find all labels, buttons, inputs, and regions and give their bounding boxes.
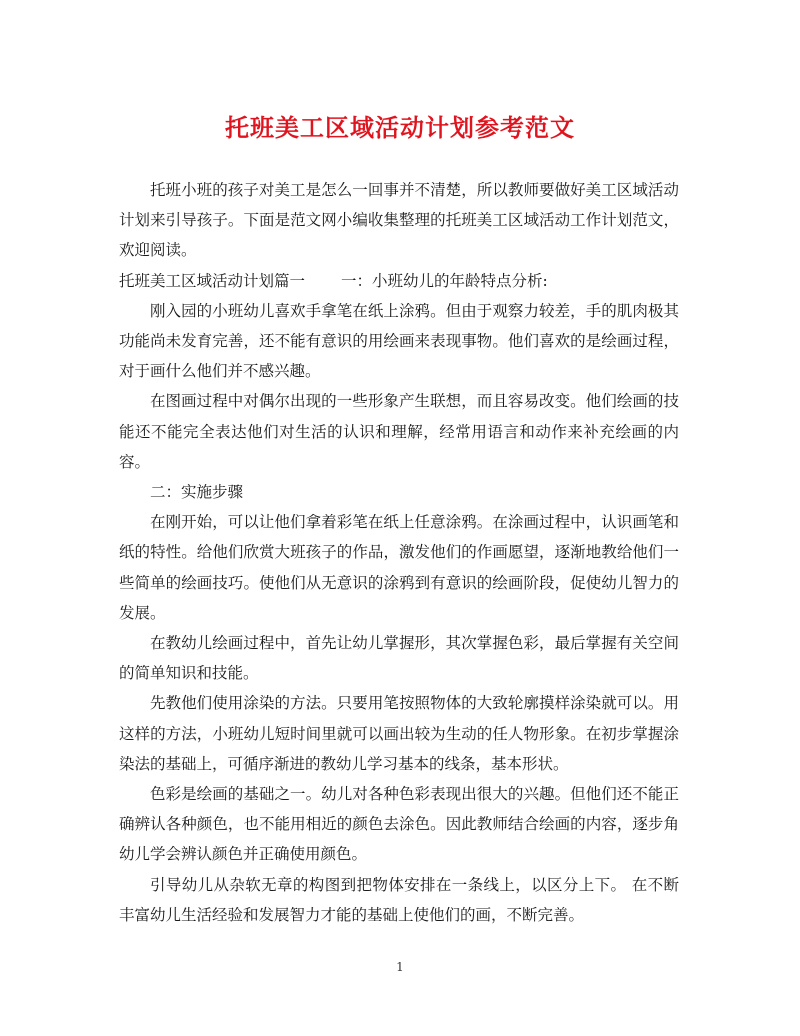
intro-paragraph: 托班小班的孩子对美工是怎么一回事并不清楚，所以教师要做好美工区域活动计划来引导孩子。下面是范文网小编收集整理的托班美工区域活动工作计划范文，欢迎阅读。 — [119, 181, 679, 260]
plan-heading: 托班美工区域活动计划篇一 — [119, 271, 306, 290]
page-number: 1 — [396, 960, 404, 974]
paragraph-2: 在图画过程中对偶尔出现的一些形象产生联想，而且容易改变。他们绘画的技能还不能完全表达他们对生活的认识和理解，经常用语言和动作来补充绘画的内容。 — [119, 392, 679, 471]
paragraph-4: 在教幼儿绘画过程中，首先让幼儿掌握形，其次掌握色彩，最后掌握有关空间的简单知识和技能。 — [119, 634, 679, 683]
page-title: 托班美工区域活动计划参考范文 — [225, 113, 575, 142]
plan-heading-line — [119, 266, 679, 296]
document-body — [119, 175, 679, 930]
paragraph-1: 刚入园的小班幼儿喜欢手拿笔在纸上涂鸦。但由于观察力较差，手的肌肉极其功能尚未发育完善，还不能有意识的用绘画来表现事物。他们喜欢的是绘画过程，对于画什么他们并不感兴趣。 — [119, 301, 679, 381]
section-2-heading: 二：实施步骤 — [150, 483, 244, 502]
paragraph-5: 先教他们使用涂染的方法。只要用笔按照物体的大致轮廓摸样涂染就可以。用这样的方法，小班幼儿短时间里就可以画出较为生动的任人物形象。在初步掌握涂染法的基础上，可循序渐进的教幼儿学习基本的线条，基本形状。 — [119, 694, 679, 773]
paragraph-7: 引导幼儿从杂软无章的构图到把物体安排在一条线上，以区分上下。 在不断丰富幼儿生活经验和发展智力才能的基础上使他们的画，不断完善。 — [119, 875, 679, 924]
paragraph-6: 色彩是绘画的基础之一。幼儿对各种色彩表现出很大的兴趣。但他们还不能正确辨认各种颜色，也不能用相近的颜色去涂色。因此教师结合绘画的内容，逐步角幼儿学会辨认颜色并正确使用颜色。 — [119, 785, 679, 864]
section-1-heading: 一：小班幼儿的年龄特点分析: — [341, 271, 548, 290]
paragraph-3: 在刚开始，可以让他们拿着彩笔在纸上任意涂鸦。在涂画过程中，认识画笔和纸的特性。给他们欣赏大班孩子的作品，激发他们的作画愿望，逐渐地教给他们一些简单的绘画技巧。使他们从无意识的涂鸦到有意识的绘画阶段，促使幼儿智力的发展。 — [119, 513, 679, 622]
